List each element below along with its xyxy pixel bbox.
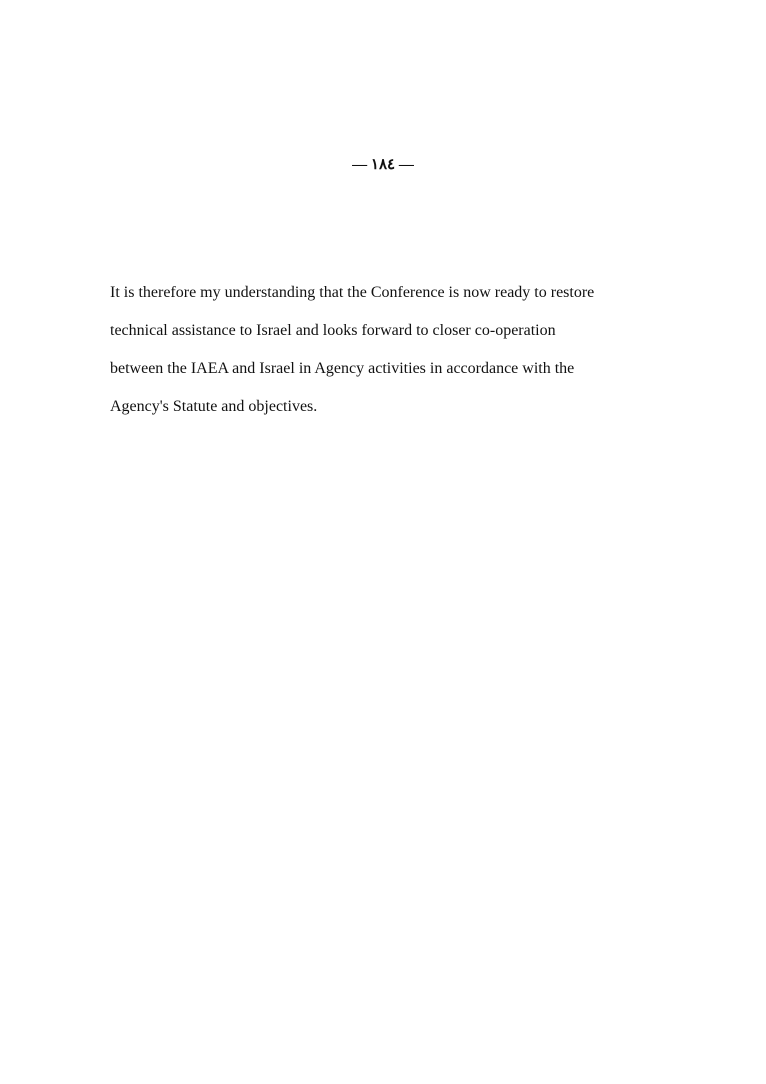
body-paragraph [110, 278, 670, 430]
paragraph-line-1: It is therefore my understanding that the Conference is now ready to restore [110, 284, 595, 301]
page-number: — ١٨٤ — [352, 157, 414, 173]
paragraph-line-3: between the IAEA and Israel in Agency activities in accordance with the [110, 360, 575, 377]
paragraph-line-4: Agency's Statute and objectives. [110, 398, 318, 415]
paragraph-line-2: technical assistance to Israel and looks forward to closer co-operation [110, 322, 556, 339]
